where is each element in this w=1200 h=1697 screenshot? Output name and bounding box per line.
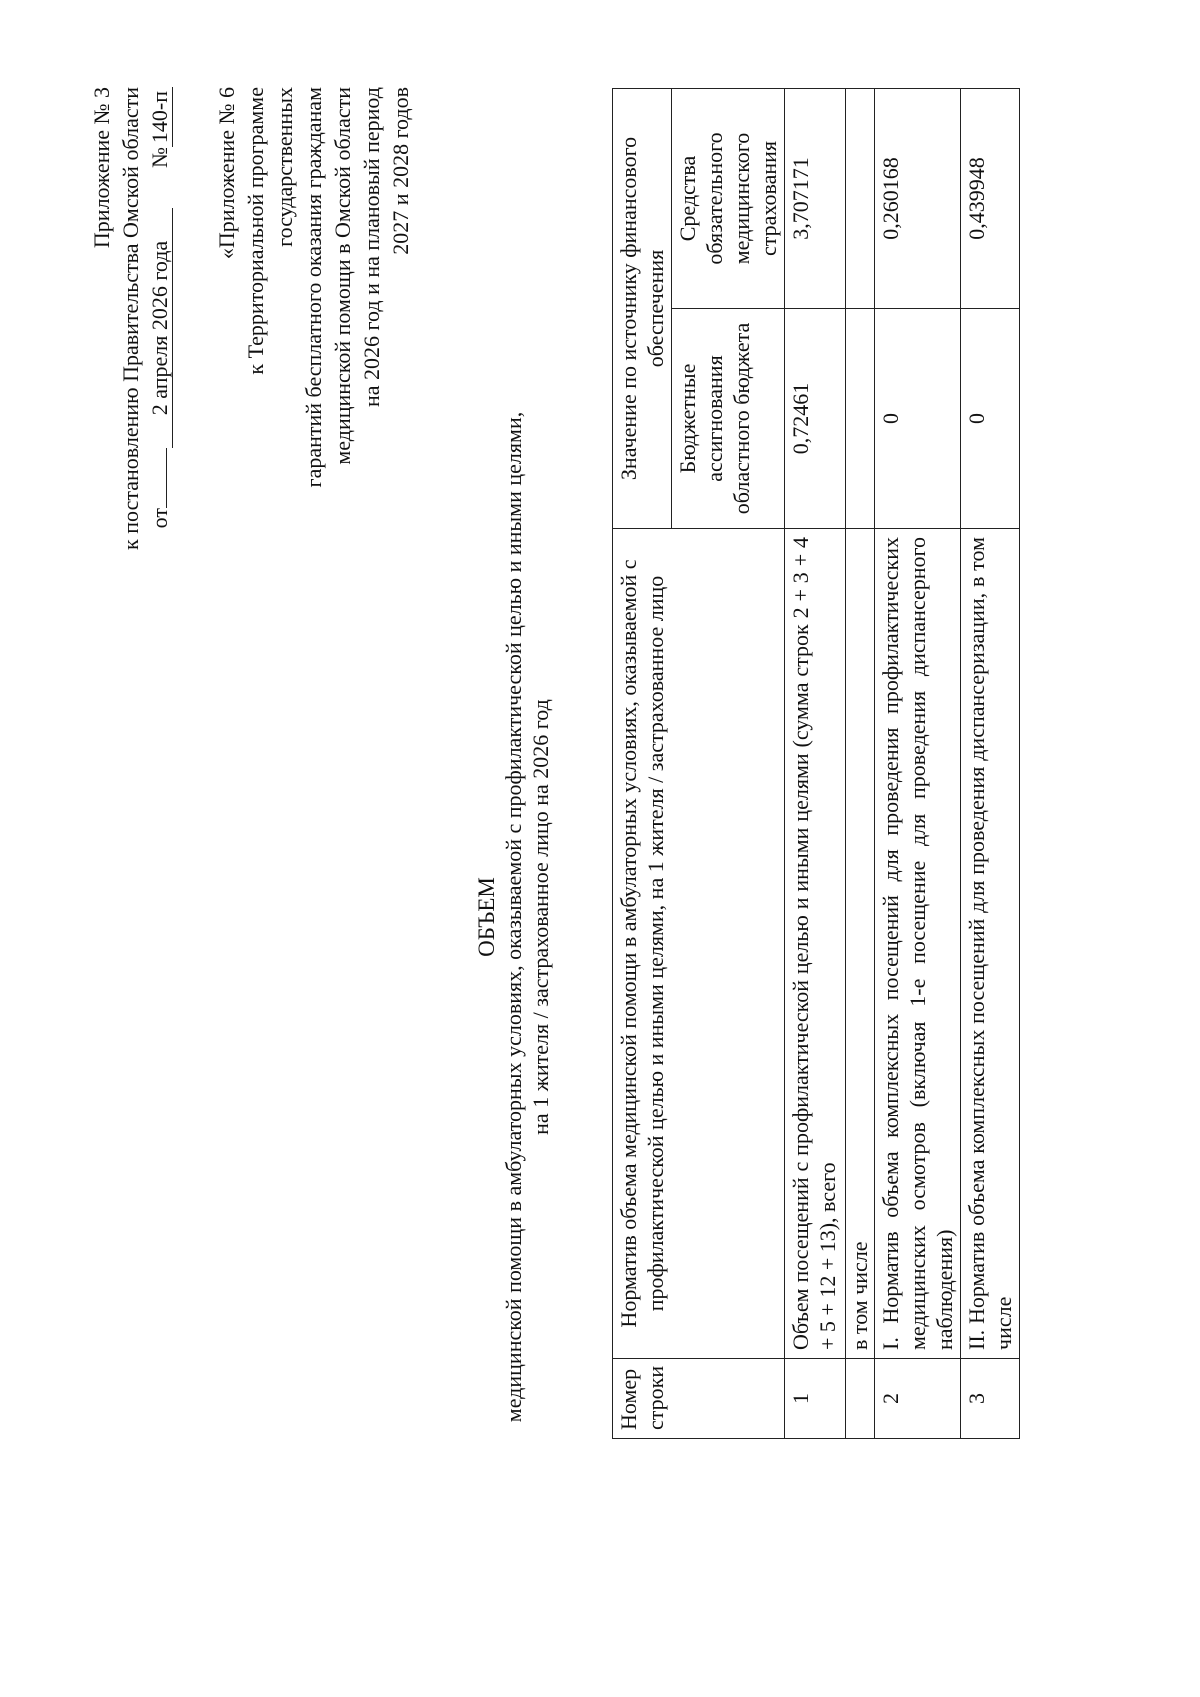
- appendix-6-line: медицинской помощи в Омской области: [330, 87, 355, 465]
- row-number: [846, 1359, 875, 1439]
- row-oms: 0,439948: [961, 88, 1020, 308]
- row-text: I. Норматив объема комплексных посещений для проведения профилактических медицинских осмотров (включая 1-е посещение для проведения диспансерного наблюдения): [875, 529, 961, 1359]
- appendix-6-line: на 2026 год и на плановый период: [359, 87, 384, 407]
- table-row: [961, 88, 1020, 1438]
- number-label: №: [147, 147, 172, 168]
- appendix-6-title: «Приложение № 6: [214, 87, 239, 260]
- header-value-group: Значение по источнику финансового обеспечения: [613, 88, 672, 528]
- date-blank-line: [166, 448, 167, 508]
- appendix-3-title: Приложение № 3: [89, 87, 114, 249]
- appendix-3-date-row: [145, 87, 174, 567]
- title-line: на 1 жителя / застрахованное лицо на 2026 год: [528, 699, 553, 1135]
- appendix-6-line: к Территориальной программе государственных: [243, 87, 297, 375]
- row-text: Объем посещений с профилактической целью и иными целями (сумма строк 2 + 3 + 4 + 5 + 12 + 13), всего: [785, 529, 846, 1359]
- table-header-row: [613, 88, 672, 1438]
- row-text: II. Норматив объема комплексных посещений для проведения диспансеризации, в том числе: [961, 529, 1020, 1359]
- header-oms: Средства обязательного медицинского страхования: [672, 88, 785, 308]
- appendix-3-header: [87, 87, 174, 567]
- row-number: 1: [785, 1359, 846, 1439]
- appendix-3-decree: к постановлению Правительства Омской области: [118, 87, 143, 550]
- row-oms: 3,707171: [785, 88, 846, 308]
- row-budget: 0,72461: [785, 309, 846, 529]
- document-title: [473, 387, 554, 1447]
- from-label: от: [147, 508, 172, 529]
- row-text: в том числе: [846, 529, 875, 1359]
- appendix-6-line: 2027 и 2028 годов: [388, 87, 413, 255]
- title-line: медицинской помощи в амбулаторных условиях, оказываемой с профилактической целью и иными целями,: [501, 411, 526, 1423]
- header-budget: Бюджетные ассигнования областного бюджета: [672, 309, 785, 529]
- row-oms: [846, 88, 875, 308]
- row-budget: [846, 309, 875, 529]
- row-oms: 0,260168: [875, 88, 961, 308]
- row-budget: 0: [875, 309, 961, 529]
- table-row: [875, 88, 961, 1438]
- volume-table: [612, 88, 1020, 1439]
- row-number: 3: [961, 1359, 1020, 1439]
- appendix-6-line: гарантий бесплатного оказания гражданам: [301, 87, 326, 488]
- appendix-6-header: [212, 87, 415, 537]
- header-row-number: Номер строки: [613, 1359, 785, 1439]
- title-heading: ОБЪЕМ: [474, 877, 499, 957]
- row-number: 2: [875, 1359, 961, 1439]
- decree-number: 140-п: [148, 87, 173, 147]
- decree-date: 2 апреля 2026 года: [148, 208, 173, 448]
- row-budget: 0: [961, 309, 1020, 529]
- table-row: [785, 88, 846, 1438]
- header-norm: Норматив объема медицинской помощи в амбулаторных условиях, оказываемой с профилактической целью и иными целями, на 1 жителя / застрахованное лицо: [613, 529, 785, 1359]
- table-row: [846, 88, 875, 1438]
